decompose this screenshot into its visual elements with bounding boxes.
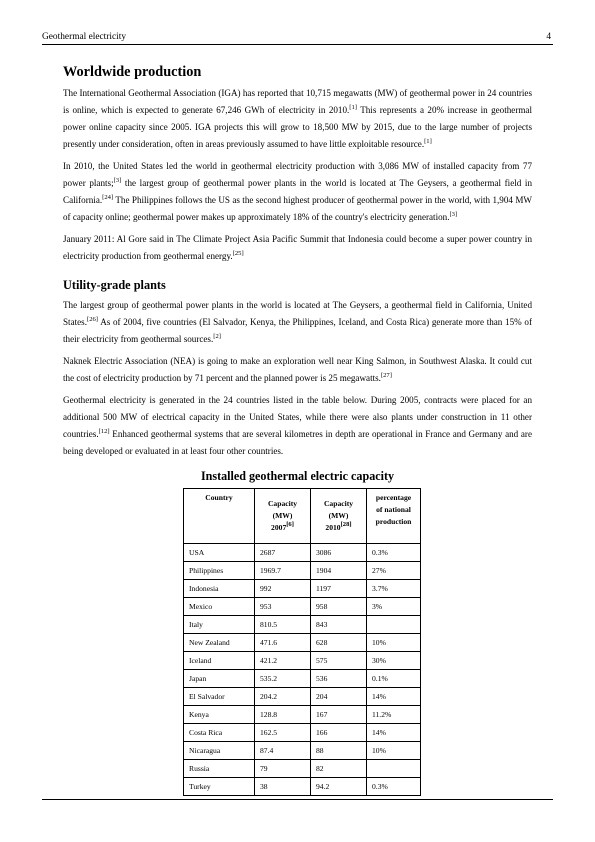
citation-link[interactable]: [2] xyxy=(213,333,221,340)
cell-capacity-2007: 79 xyxy=(255,760,311,778)
cell-country: Costa Rica xyxy=(184,724,255,742)
cell-capacity-2010: 82 xyxy=(311,760,367,778)
cell-capacity-2007: 87.4 xyxy=(255,742,311,760)
capacity-table xyxy=(183,488,421,796)
cell-capacity-2007: 471.6 xyxy=(255,634,311,652)
header-capacity-2007: Capacity (MW) 2007[6] xyxy=(255,489,311,544)
cell-percentage: 3% xyxy=(367,598,421,616)
table-row xyxy=(184,688,421,706)
table-row xyxy=(184,580,421,598)
paragraph: The International Geothermal Association (IGA) has reported that 10,715 megawatts (MW) of geothermal power in 24 countries is online, which is expected to generate 67,246 GWh of electricity in 2010.[1] This represents a 20% increase in geothermal power online capacity since 2005. IGA projects this will grow to 18,500 MW by 2015, due to the large number of projects presently under consideration, often in areas previously assumed to have little exploitable resource.[1] xyxy=(63,88,532,149)
cell-country: Russia xyxy=(184,760,255,778)
cell-capacity-2007: 38 xyxy=(255,778,311,796)
paragraph: Geothermal electricity is generated in the 24 countries listed in the table below. During 2005, contracts were placed for an additional 500 MW of electrical capacity in the United States, while there were also plants under construction in 11 other countries.[12] Enhanced geothermal systems that are several kilometres in depth are operational in France and Germany and are being developed or evaluated in at least four other countries. xyxy=(63,395,532,456)
table-row xyxy=(184,778,421,796)
table-row xyxy=(184,760,421,778)
section-heading-worldwide-production: Worldwide production xyxy=(63,64,202,80)
table-row xyxy=(184,562,421,580)
cell-capacity-2010: 3086 xyxy=(311,544,367,562)
cell-percentage: 10% xyxy=(367,634,421,652)
cell-percentage: 14% xyxy=(367,688,421,706)
cell-percentage: 14% xyxy=(367,724,421,742)
paragraph: Naknek Electric Association (NEA) is going to make an exploration well near King Salmon, in Southwest Alaska. It could cut the cost of electricity production by 71 percent and the planned power is 25 megawatts.[27] xyxy=(63,356,532,383)
citation-link[interactable]: [28] xyxy=(340,521,352,528)
table-header-row xyxy=(184,489,421,544)
cell-country: Turkey xyxy=(184,778,255,796)
table-row xyxy=(184,544,421,562)
table-row xyxy=(184,598,421,616)
cell-percentage: 11.2% xyxy=(367,706,421,724)
cell-percentage: 10% xyxy=(367,742,421,760)
cell-capacity-2007: 992 xyxy=(255,580,311,598)
cell-country: Nicaragua xyxy=(184,742,255,760)
table-body xyxy=(184,544,421,796)
cell-capacity-2010: 843 xyxy=(311,616,367,634)
citation-link[interactable]: [27] xyxy=(380,372,392,379)
cell-capacity-2010: 536 xyxy=(311,670,367,688)
header-country: Country xyxy=(184,489,255,544)
citation-link[interactable]: [1] xyxy=(424,138,432,145)
cell-capacity-2007: 1969.7 xyxy=(255,562,311,580)
cell-capacity-2010: 167 xyxy=(311,706,367,724)
cell-country: Indonesia xyxy=(184,580,255,598)
page-header xyxy=(42,31,553,45)
cell-percentage: 3.7% xyxy=(367,580,421,598)
citation-link[interactable]: [12] xyxy=(98,428,110,435)
citation-link[interactable]: [1] xyxy=(349,104,357,111)
citation-link[interactable]: [3] xyxy=(449,211,458,218)
cell-capacity-2007: 2687 xyxy=(255,544,311,562)
header-percentage: percentage of national production xyxy=(367,489,421,544)
cell-percentage: 0.3% xyxy=(367,778,421,796)
cell-percentage: 0.1% xyxy=(367,670,421,688)
cell-percentage: 0.3% xyxy=(367,544,421,562)
cell-percentage xyxy=(367,616,421,634)
cell-country: New Zealand xyxy=(184,634,255,652)
cell-country: Japan xyxy=(184,670,255,688)
cell-capacity-2007: 953 xyxy=(255,598,311,616)
cell-country: Italy xyxy=(184,616,255,634)
cell-country: El Salvador xyxy=(184,688,255,706)
cell-capacity-2007: 535.2 xyxy=(255,670,311,688)
table-row xyxy=(184,634,421,652)
citation-link[interactable]: [3] xyxy=(113,177,122,184)
paragraph: The largest group of geothermal power plants in the world is located at The Geysers, a geothermal field in California, United States.[26] As of 2004, five countries (El Salvador, Kenya, the Philippines, Iceland, and Costa Rica) generate more than 15% of their electricity from geothermal sources.[2] xyxy=(63,300,532,344)
table-row xyxy=(184,670,421,688)
page-number: 4 xyxy=(546,32,551,42)
cell-percentage: 30% xyxy=(367,652,421,670)
cell-capacity-2010: 166 xyxy=(311,724,367,742)
cell-capacity-2010: 88 xyxy=(311,742,367,760)
cell-country: USA xyxy=(184,544,255,562)
footer-rule xyxy=(42,799,553,800)
table-row xyxy=(184,742,421,760)
table-row xyxy=(184,616,421,634)
cell-percentage: 27% xyxy=(367,562,421,580)
citation-link[interactable]: [26] xyxy=(87,316,98,323)
cell-capacity-2007: 810.5 xyxy=(255,616,311,634)
paragraph: January 2011: Al Gore said in The Climate Project Asia Pacific Summit that Indonesia could become a super power country in electricity production from geothermal energy.[25] xyxy=(63,234,532,261)
cell-country: Kenya xyxy=(184,706,255,724)
cell-capacity-2007: 162.5 xyxy=(255,724,311,742)
cell-capacity-2007: 204.2 xyxy=(255,688,311,706)
cell-capacity-2007: 128.8 xyxy=(255,706,311,724)
cell-capacity-2010: 1904 xyxy=(311,562,367,580)
cell-percentage xyxy=(367,760,421,778)
header-title: Geothermal electricity xyxy=(42,32,127,42)
cell-capacity-2010: 1197 xyxy=(311,580,367,598)
citation-link[interactable]: [6] xyxy=(286,521,294,528)
paragraph: In 2010, the United States led the world in geothermal electricity production with 3,086 MW of installed capacity from 77 power plants;[3] the largest group of geothermal power plants in the world is located at The Geysers, a geothermal field in California.[24] The Philippines follows the US as the second highest producer of geothermal power in the world, with 1,904 MW of capacity online; geothermal power makes up approximately 18% of the country's electricity generation.[3] xyxy=(63,161,533,222)
cell-capacity-2010: 958 xyxy=(311,598,367,616)
citation-link[interactable]: [25] xyxy=(232,250,244,257)
table-caption: Installed geothermal electric capacity xyxy=(200,469,395,483)
section-heading-utility-grade-plants: Utility-grade plants xyxy=(63,278,166,292)
table-row xyxy=(184,724,421,742)
cell-capacity-2010: 628 xyxy=(311,634,367,652)
citation-link[interactable]: [24] xyxy=(102,194,114,201)
header-capacity-2010: Capacity (MW) 2010[28] xyxy=(311,489,367,544)
cell-country: Iceland xyxy=(184,652,255,670)
cell-capacity-2010: 575 xyxy=(311,652,367,670)
cell-capacity-2007: 421.2 xyxy=(255,652,311,670)
cell-capacity-2010: 204 xyxy=(311,688,367,706)
page-content xyxy=(63,60,532,796)
table-row xyxy=(184,706,421,724)
table-row xyxy=(184,652,421,670)
cell-capacity-2010: 94.2 xyxy=(311,778,367,796)
cell-country: Philippines xyxy=(184,562,255,580)
cell-country: Mexico xyxy=(184,598,255,616)
